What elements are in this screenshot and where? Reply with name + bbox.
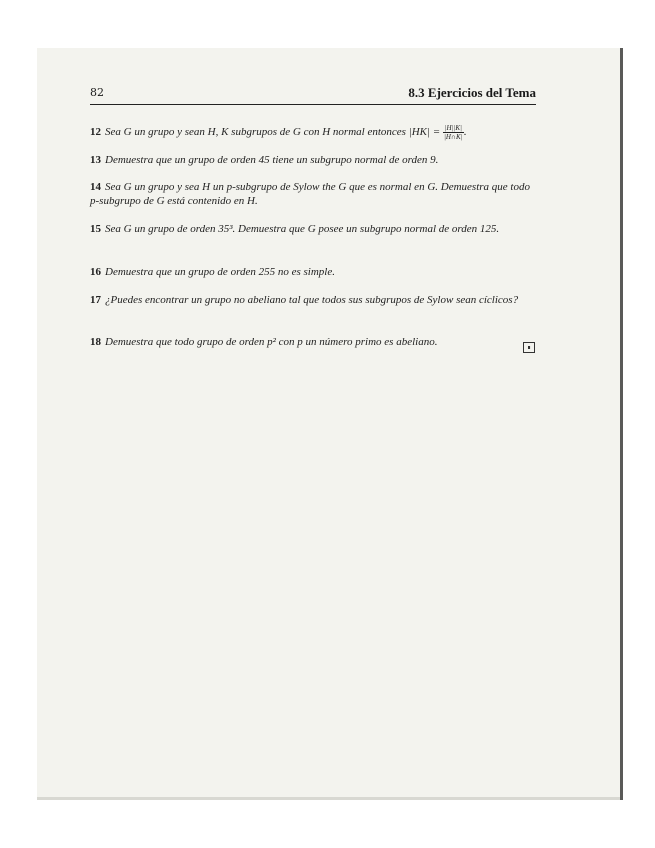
exercise-15 — [90, 222, 538, 236]
exercise-suffix: . — [463, 126, 467, 139]
fraction — [443, 124, 464, 141]
section-title: 8.3 Ejercicios del Tema — [408, 85, 536, 100]
exercise-text: Sea G un grupo y sean H, K subgrupos de G con H normal entonces |HK| = — [105, 126, 441, 139]
exercise-number: 18 — [90, 336, 101, 348]
exercise-text: Demuestra que todo grupo de orden p² con p un número primo es abeliano. — [105, 336, 438, 348]
exercise-16 — [90, 265, 538, 279]
exercise-number: 15 — [90, 223, 101, 235]
qed-mark: ∎ — [523, 342, 535, 353]
exercise-number: 12 — [90, 126, 101, 139]
fraction-numerator: |H||K| — [444, 124, 462, 132]
exercise-text: Sea G un grupo y sea H un p-subgrupo de Sylow the G que es normal en G. Demuestra que todo p-subgrupo de G está contenido en H. — [90, 181, 530, 207]
exercise-text: Sea G un grupo de orden 35³. Demuestra que G posee un subgrupo normal de orden 125. — [105, 223, 500, 235]
page-number: 82 — [90, 86, 104, 99]
page-header — [90, 86, 536, 105]
exercise-text: Demuestra que un grupo de orden 45 tiene un subgrupo normal de orden 9. — [105, 154, 439, 166]
exercise-number: 16 — [90, 266, 101, 278]
exercise-text: ¿Puedes encontrar un grupo no abeliano tal que todos sus subgrupos de Sylow sean cíclicos? — [105, 294, 519, 306]
exercise-13 — [90, 153, 538, 167]
exercise-18 — [90, 335, 538, 349]
exercise-number: 14 — [90, 181, 101, 193]
exercise-14 — [90, 180, 538, 208]
exercise-text: Demuestra que un grupo de orden 255 no es simple. — [105, 266, 335, 278]
fraction-denominator: |H∩K| — [443, 133, 463, 141]
exercise-number: 13 — [90, 154, 101, 166]
exercise-17 — [90, 293, 538, 307]
exercise-12 — [90, 124, 538, 141]
exercise-number: 17 — [90, 294, 101, 306]
